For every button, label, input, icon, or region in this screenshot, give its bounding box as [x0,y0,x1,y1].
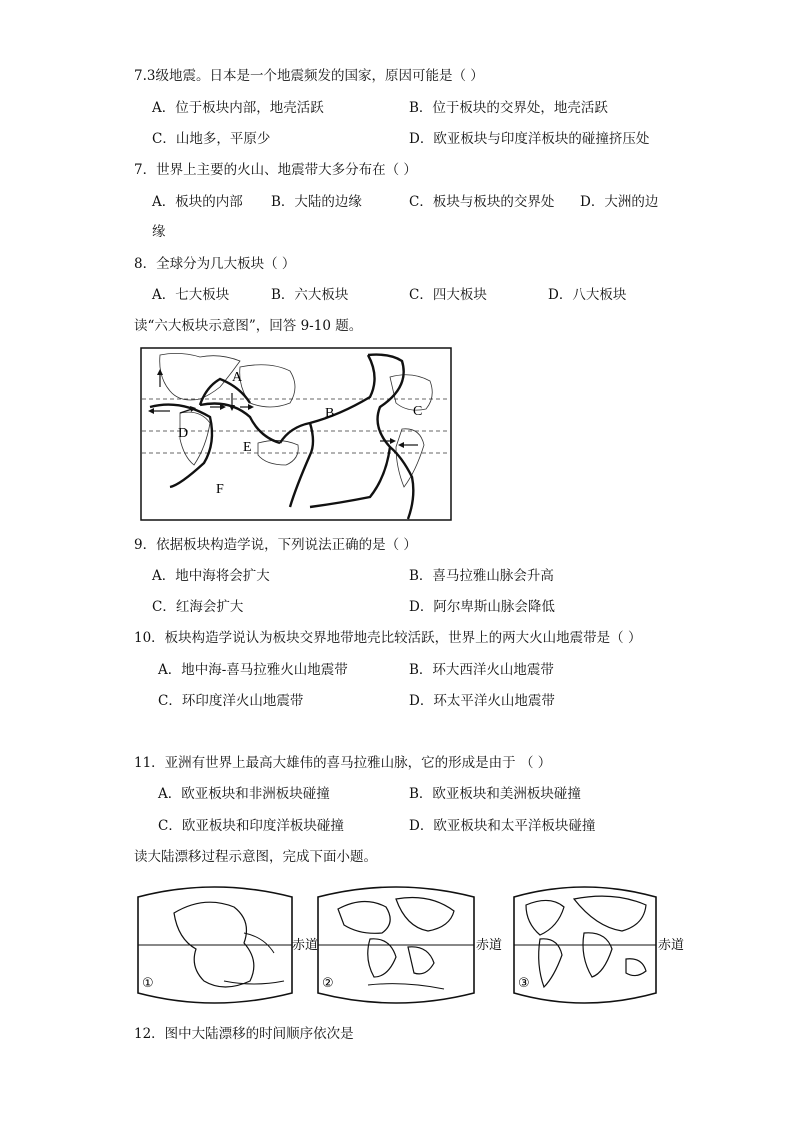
drift-panel-3-label: ③ [518,976,530,991]
q10-option-a: A．地中海-喜马拉雅火山地震带 [158,662,348,678]
drift-maps-figure [134,877,694,1013]
q6-option-b: B．位于板块的交界处，地壳活跃 [409,100,608,116]
q8-option-a: A．七大板块 [152,287,230,303]
drift-maps-svg [134,877,694,1013]
q8-stem: 8．全球分为几大板块（ ） [134,256,296,272]
plate-label-a: A [232,370,243,385]
plate-label-f: F [216,482,224,497]
q11-option-a: A．欧亚板块和非洲板块碰撞 [158,786,330,802]
drift-panel-2-label: ② [322,976,334,991]
q8-option-b: B．六大板块 [271,287,349,303]
q6-option-a: A．位于板块内部，地壳活跃 [152,100,324,116]
q10-option-d: D．环太平洋火山地震带 [409,693,555,709]
equator-label-2: 赤道 [476,938,503,953]
q11-option-d: D．欧亚板块和太平洋板块碰撞 [409,818,596,834]
drift-panel-1-label: ① [142,976,154,991]
q7-option-d-wrap: 缘 [152,224,166,240]
q8-option-c: C．四大板块 [409,287,487,303]
equator-label-3: 赤道 [658,938,685,953]
q11-option-b: B．欧亚板块和美洲板块碰撞 [409,786,581,802]
q7-option-b: B．大陆的边缘 [271,194,362,210]
q6-option-c: C．山地多，平原少 [152,131,271,147]
q7-option-c: C．板块与板块的交界处 [409,194,555,210]
equator-label-1: 赤道 [292,938,319,953]
q8-option-d: D．八大板块 [548,287,627,303]
intro-plate-map: 读“六大板块示意图”，回答 9-10 题。 [134,318,363,334]
q9-option-a: A．地中海将会扩大 [152,568,270,584]
q6-stem: 7.3级地震。日本是一个地震频发的国家，原因可能是（ ） [134,68,484,84]
plate-label-d: D [178,426,189,441]
q10-option-b: B．环大西洋火山地震带 [409,662,554,678]
q10-stem: 10．板块构造学说认为板块交界地带地壳比较活跃，世界上的两大火山地震带是（ ） [134,630,642,646]
q7-stem: 7．世界上主要的火山、地震带大多分布在（ ） [134,162,417,178]
plate-map-svg [140,347,452,521]
q11-option-c: C．欧亚板块和印度洋板块碰撞 [158,818,344,834]
q9-option-c: C．红海会扩大 [152,599,244,615]
q7-option-a: A．板块的内部 [152,194,243,210]
q7-option-d: D．大洲的边 [580,194,659,210]
q12-stem: 12．图中大陆漂移的时间顺序依次是 [134,1026,354,1042]
plate-label-c: C [413,404,423,419]
q9-option-d: D．阿尔卑斯山脉会降低 [409,599,555,615]
q9-option-b: B．喜马拉雅山脉会升高 [409,568,554,584]
q10-option-c: C．环印度洋火山地震带 [158,693,304,709]
plate-label-b: B [325,406,335,421]
plate-label-e: E [243,440,252,455]
plate-map-figure [140,347,452,521]
intro-drift-maps: 读大陆漂移过程示意图，完成下面小题。 [134,849,377,865]
q11-stem: 11．亚洲有世界上最高大雄伟的喜马拉雅山脉，它的形成是由于 （ ） [134,755,552,771]
q9-stem: 9．依据板块构造学说，下列说法正确的是（ ） [134,537,417,553]
q6-option-d: D．欧亚板块与印度洋板块的碰撞挤压处 [409,131,650,147]
